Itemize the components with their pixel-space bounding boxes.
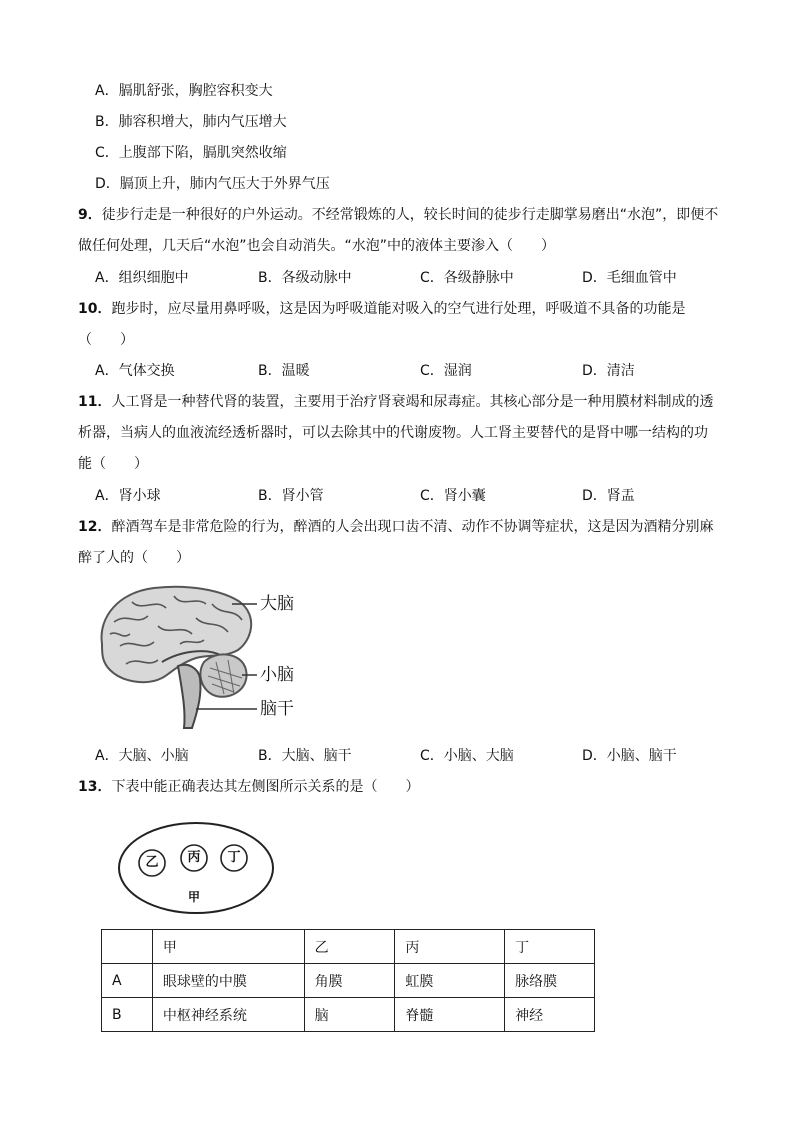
relationship-table xyxy=(101,929,595,1032)
q11-option-d: D．肾盂 xyxy=(582,488,635,504)
q10-option-d: D．清洁 xyxy=(582,363,635,379)
question-10-line2: （ ） xyxy=(78,332,134,348)
table-header-row xyxy=(102,930,595,964)
table-cell: 乙 xyxy=(304,930,395,964)
q11-option-a: A．肾小球 xyxy=(95,488,161,504)
q9-option-b: B．各级动脉中 xyxy=(258,270,352,286)
q9-option-c: C．各级静脉中 xyxy=(420,270,514,286)
table-cell xyxy=(102,930,153,964)
question-12 xyxy=(78,517,713,537)
question-text: 醉酒驾车是非常危险的行为，醉酒的人会出现口齿不清、动作不协调等症状，这是因为酒精分别麻 xyxy=(111,519,714,535)
question-number: 13． xyxy=(78,779,112,795)
q10-option-c: C．湿润 xyxy=(420,363,472,379)
table-cell: 脉络膜 xyxy=(505,964,595,998)
table-row xyxy=(102,964,595,998)
question-13 xyxy=(78,777,419,797)
question-10 xyxy=(78,299,685,319)
q12-option-c: C．小脑、大脑 xyxy=(420,748,514,764)
question-9 xyxy=(78,205,718,225)
table-cell: 甲 xyxy=(152,930,304,964)
diagram-label-jia: 甲 xyxy=(187,890,200,904)
q11-option-b: B．肾小管 xyxy=(258,488,324,504)
question-text: 跑步时，应尽量用鼻呼吸，这是因为呼吸道能对吸入的空气进行处理，呼吸道不具备的功能是 xyxy=(111,301,686,317)
question-9-line2: 做任何处理，几天后“水泡”也会自动消失。“水泡”中的液体主要渗入（ ） xyxy=(78,238,556,254)
q12-option-a: A．大脑、小脑 xyxy=(95,748,189,764)
table-cell: 中枢神经系统 xyxy=(152,998,304,1032)
table-cell: 脑 xyxy=(304,998,395,1032)
question-number: 12． xyxy=(78,519,112,535)
question-number: 10． xyxy=(78,301,112,317)
q10-option-a: A．气体交换 xyxy=(95,363,175,379)
table-row xyxy=(102,998,595,1032)
table-cell: 虹膜 xyxy=(395,964,505,998)
question-11-line3: 能（ ） xyxy=(78,456,148,472)
question-number: 11． xyxy=(78,394,112,410)
diagram-label-bing: 丙 xyxy=(187,850,201,865)
q8-option-d: D．膈顶上升，肺内气压大于外界气压 xyxy=(95,176,330,192)
q12-option-d: D．小脑、脑干 xyxy=(582,748,677,764)
label-cerebrum: 大脑 xyxy=(260,594,294,614)
table-cell: 丙 xyxy=(395,930,505,964)
q9-option-d: D．毛细血管中 xyxy=(582,270,677,286)
table-cell: 眼球壁的中膜 xyxy=(152,964,304,998)
brainstem-shape xyxy=(178,665,201,728)
question-11-line2: 析器，当病人的血液流经透析器时，可以去除其中的代谢废物。人工肾主要替代的是肾中哪一结构的功 xyxy=(78,425,708,441)
q8-option-b: B．肺容积增大，肺内气压增大 xyxy=(95,114,287,130)
table-cell: B xyxy=(102,998,153,1032)
diagram-label-ding: 丁 xyxy=(227,850,241,865)
label-brainstem: 脑干 xyxy=(260,699,294,719)
q8-option-c: C．上腹部下陷，膈肌突然收缩 xyxy=(95,145,287,161)
diagram-label-yi: 乙 xyxy=(145,855,159,870)
q10-option-b: B．温暖 xyxy=(258,363,310,379)
question-number: 9． xyxy=(78,207,102,223)
question-text: 徒步行走是一种很好的户外运动。不经常锻炼的人，较长时间的徒步行走脚掌易磨出“水泡”，即便不 xyxy=(101,207,719,223)
table-cell: 脊髓 xyxy=(395,998,505,1032)
table-cell: 丁 xyxy=(505,930,595,964)
label-cerebellum: 小脑 xyxy=(260,665,294,685)
table-cell: 角膜 xyxy=(304,964,395,998)
question-11 xyxy=(78,392,713,412)
question-text: 下表中能正确表达其左侧图所示关系的是（ ） xyxy=(111,779,420,795)
q8-option-a: A．膈肌舒张，胸腔容积变大 xyxy=(95,83,273,99)
question-12-line2: 醉了人的（ ） xyxy=(78,550,190,566)
q11-option-c: C．肾小囊 xyxy=(420,488,486,504)
question-text: 人工肾是一种替代肾的装置，主要用于治疗肾衰竭和尿毒症。其核心部分是一种用膜材料制成的透 xyxy=(111,394,714,410)
table-cell: A xyxy=(102,964,153,998)
q9-option-a: A．组织细胞中 xyxy=(95,270,189,286)
q12-option-b: B．大脑、脑干 xyxy=(258,748,352,764)
table-cell: 神经 xyxy=(505,998,595,1032)
